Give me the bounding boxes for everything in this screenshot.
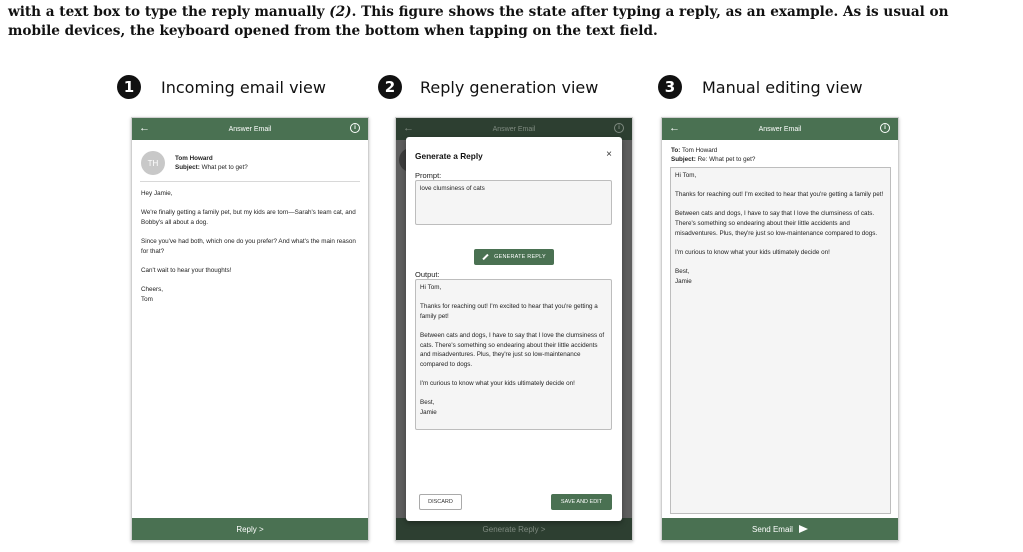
generate-reply-dialog: [406, 137, 622, 521]
back-arrow-icon[interactable]: ←: [139, 122, 150, 134]
caption-line1-a: with a text box to type the reply manually: [8, 4, 330, 20]
output-paragraph: Thanks for reaching out! I'm excited to hear that you're getting a family pet!: [420, 303, 598, 320]
generate-reply-button[interactable]: [474, 249, 554, 265]
info-icon[interactable]: i: [350, 123, 360, 133]
app-bar: [132, 118, 368, 140]
email-paragraph: Since you've had both, which one do you prefer? And what's the main reason for that?: [141, 237, 356, 255]
app-bar-title: Answer Email: [228, 125, 272, 133]
reply-button[interactable]: Reply >: [132, 518, 368, 540]
reply-paragraph: Hi Tom,: [675, 172, 697, 179]
reply-meta: [671, 146, 755, 164]
back-arrow-icon: ←: [403, 122, 414, 134]
subject-label: Subject:: [175, 164, 200, 171]
email-paragraph: We're finally getting a family pet, but my kids are torn—Sarah's team cat, and Bobby's all about a dog.: [141, 209, 356, 226]
output-paragraph: Hi Tom,: [420, 284, 442, 291]
subject-line: [671, 155, 755, 164]
email-paragraph: Hey Jamie,: [141, 190, 173, 197]
prompt-value: love clumsiness of cats: [420, 185, 485, 192]
email-header: [141, 146, 361, 180]
step-title-3: Manual editing view: [702, 77, 863, 97]
step-number-2: 2: [378, 75, 402, 99]
reply-paragraph: Thanks for reaching out! I'm excited to hear that you're getting a family pet!: [675, 191, 884, 199]
info-icon[interactable]: i: [880, 123, 890, 133]
step-header-3: [658, 74, 863, 100]
output-label: Output:: [415, 270, 440, 279]
caption-line1-b: . This figure shows the state after typing a reply, as an example. As is usual on: [351, 4, 949, 20]
step-number-3: 3: [658, 75, 682, 99]
subject-text: What pet to get?: [201, 164, 248, 171]
reply-text-area[interactable]: [670, 167, 891, 514]
output-signature: Jamie: [420, 408, 437, 416]
app-bar: [662, 118, 898, 140]
phone-reply-generation: [395, 117, 633, 541]
figure-caption: [8, 3, 1018, 41]
back-arrow-icon[interactable]: ←: [669, 122, 680, 134]
email-body: [141, 189, 361, 314]
step-header-2: [378, 74, 598, 100]
save-and-edit-button[interactable]: SAVE AND EDIT: [551, 494, 612, 510]
step-title-2: Reply generation view: [420, 77, 599, 97]
step-header-1: [117, 74, 326, 100]
generate-reply-label: GENERATE REPLY: [494, 254, 546, 260]
output-field[interactable]: [415, 279, 612, 430]
email-paragraph: Can't wait to hear your thoughts!: [141, 266, 232, 274]
subject-label: Subject:: [671, 156, 696, 163]
app-bar-title: Answer Email: [492, 125, 536, 133]
info-icon: i: [614, 123, 624, 133]
dialog-title: Generate a Reply: [415, 151, 483, 161]
step-number-1: 1: [117, 75, 141, 99]
reply-paragraph: I'm curious to know what your kids ultimately decide on!: [675, 248, 830, 256]
to-label: To:: [671, 147, 681, 154]
reply-closing: Best,: [675, 267, 690, 275]
close-icon[interactable]: ×: [606, 149, 612, 160]
reply-paragraph: Between cats and dogs, I have to say that I love the clumsiness of cats. There's something so endearing about their little accidents and misadventures. Plus, they're just so low-maintenance compared to dogs.: [675, 210, 878, 237]
prompt-label: Prompt:: [415, 171, 442, 180]
reply-signature: Jamie: [675, 277, 692, 285]
phone-manual-editing: [661, 117, 899, 541]
output-closing: Best,: [420, 399, 435, 407]
email-paragraph: Cheers, Tom: [141, 285, 164, 303]
send-email-label: Send Email: [752, 524, 793, 534]
step-title-1: Incoming email view: [161, 77, 326, 97]
discard-button[interactable]: DISCARD: [419, 494, 462, 510]
output-paragraph: Between cats and dogs, I have to say that I love the clumsiness of cats. There's something so endearing about their little accidents and misadventures. Plus, they're just so low-maintenance compared to dogs.: [420, 331, 605, 368]
subject-text: Re: What pet to get?: [697, 156, 756, 163]
sender-name: Tom Howard: [175, 155, 213, 162]
send-email-button[interactable]: [662, 518, 898, 540]
generate-reply-bar: Generate Reply >: [396, 518, 632, 540]
prompt-input[interactable]: [415, 180, 612, 225]
app-bar-title: Answer Email: [758, 125, 802, 133]
subject-line: [175, 163, 248, 172]
to-value: Tom Howard: [681, 147, 718, 154]
caption-line2: mobile devices, the keyboard opened from the bottom when tapping on the text field.: [8, 23, 658, 39]
avatar: TH: [141, 151, 165, 175]
output-paragraph: I'm curious to know what your kids ultimately decide on!: [420, 379, 575, 387]
caption-line1-em: (2): [329, 4, 352, 20]
pencil-icon: [482, 254, 488, 260]
send-icon: [799, 525, 808, 533]
divider: [140, 181, 360, 182]
phone-incoming-email: [131, 117, 369, 541]
to-line: [671, 146, 755, 155]
email-meta: [175, 154, 248, 172]
